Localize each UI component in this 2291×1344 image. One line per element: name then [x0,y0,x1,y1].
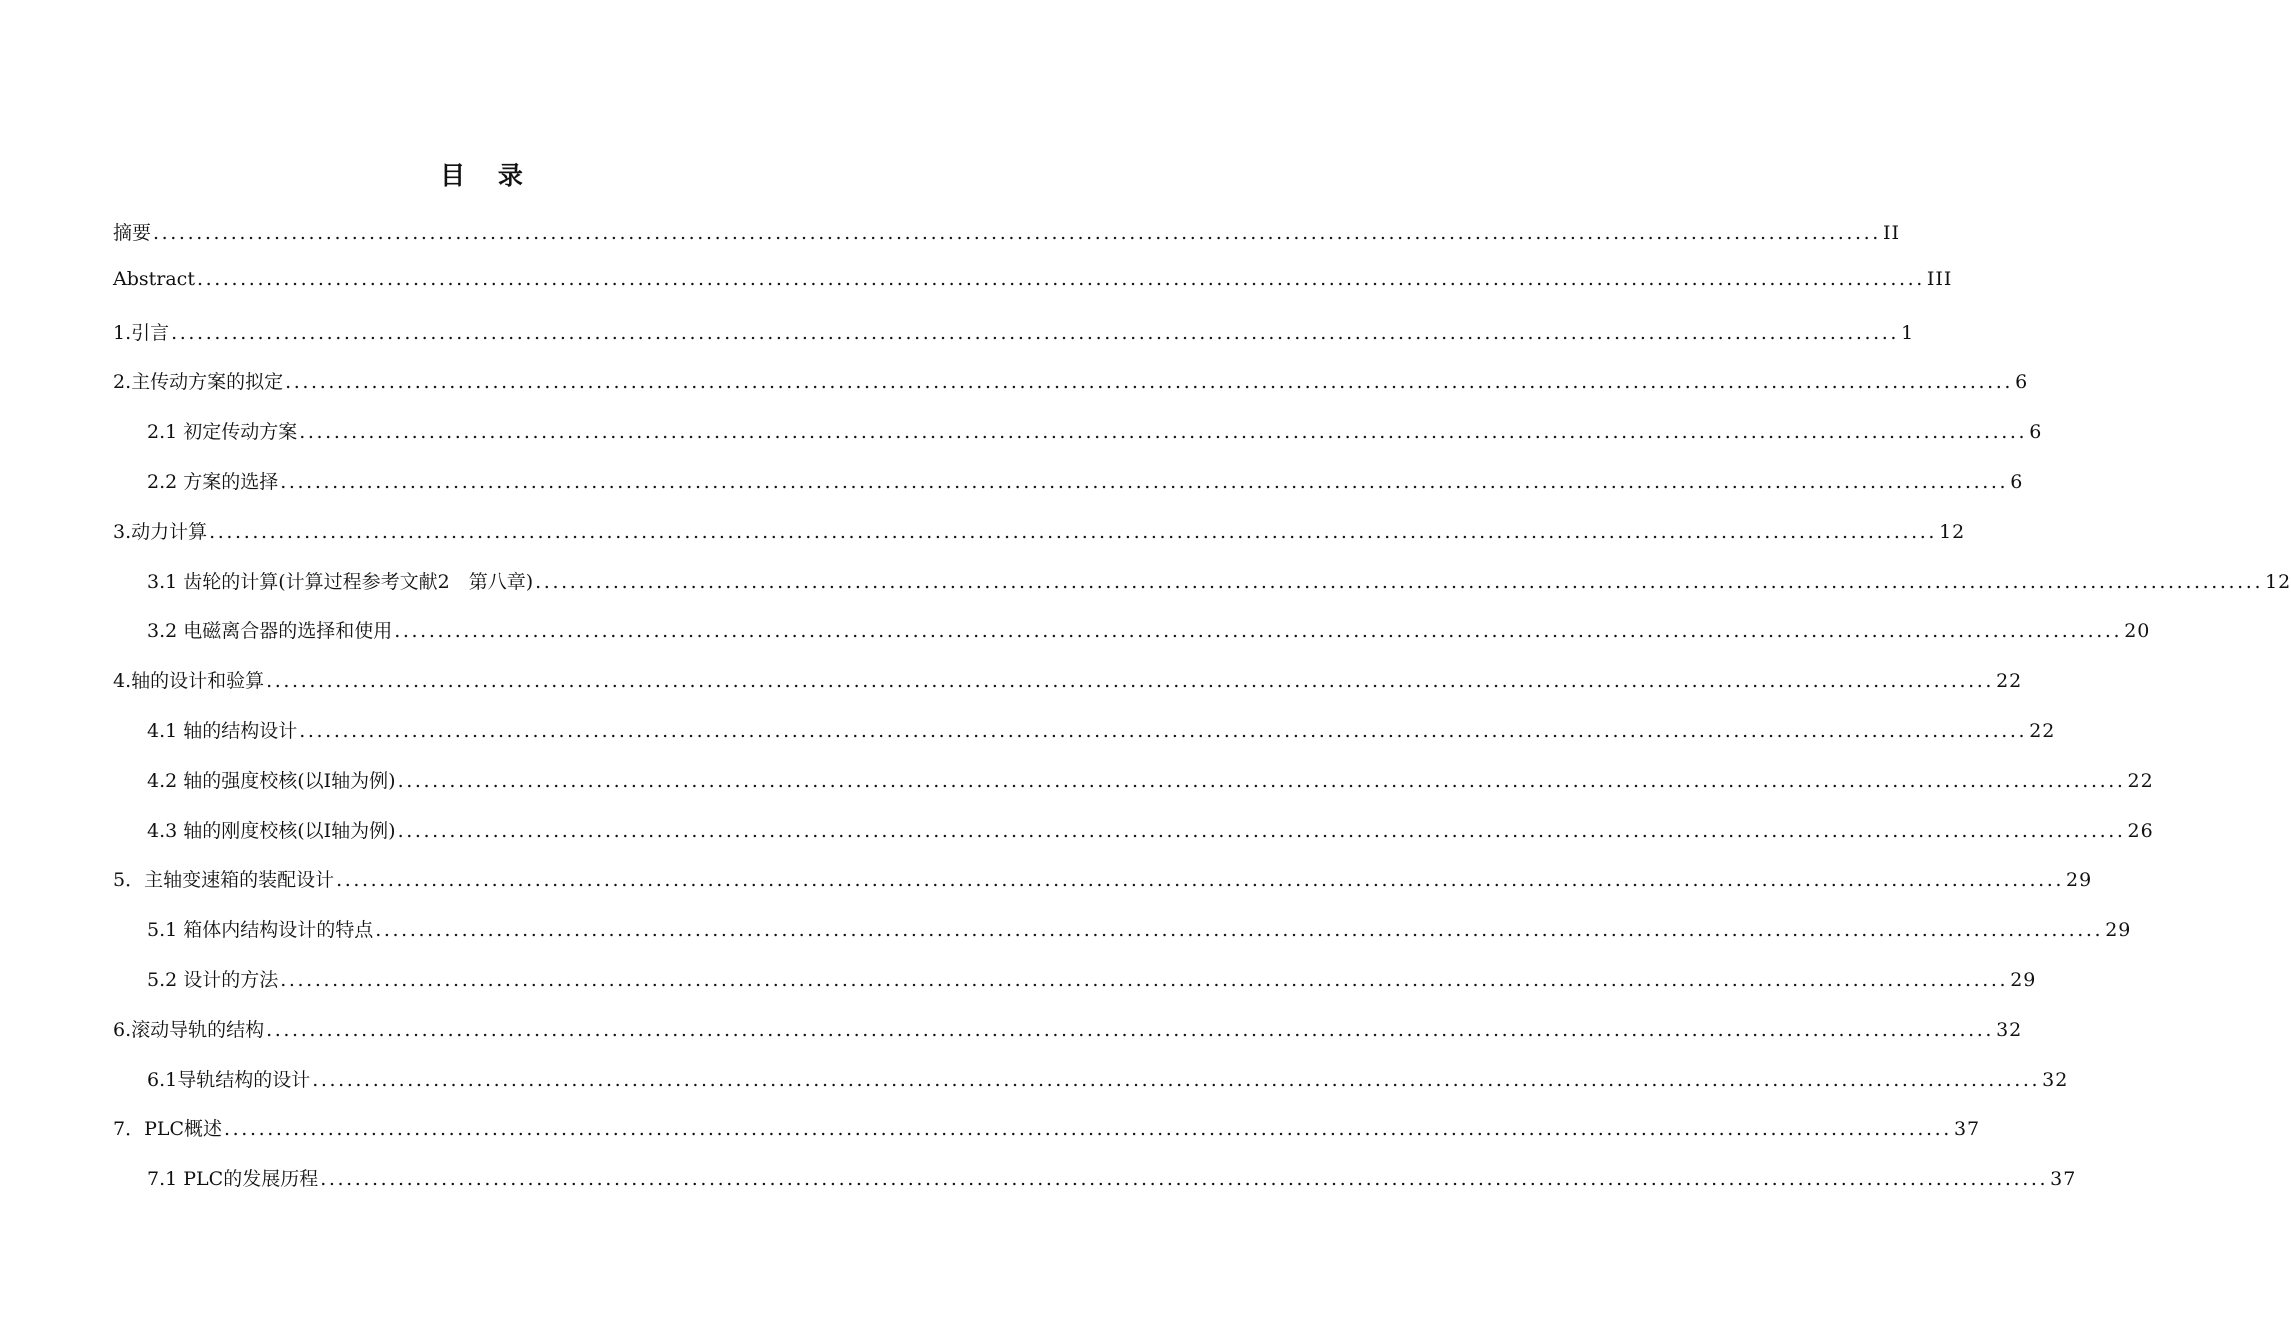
dot-leader: ........................................................................................................................................................................................................ [312,1068,2041,1091]
toc-entry-page-number: 6 [2029,421,2043,444]
toc-entry-page-number: 22 [2029,719,2056,742]
toc-entry-label: 5.2 设计的方法 [147,968,279,991]
toc-entry-label: 5.1 箱体内结构设计的特点 [147,919,374,942]
toc-entry[interactable] [113,666,2023,716]
dot-leader: ........................................................................................................................................................................................................ [285,371,2014,394]
toc-entry[interactable] [113,716,2056,766]
dot-leader: ........................................................................................................................................................................................................ [196,267,1925,290]
toc-entry-page-number: 6 [2010,470,2024,493]
toc-entry-label: 3.2 电磁离合器的选择和使用 [147,620,393,643]
dot-leader: ........................................................................................................................................................................................................ [280,470,2009,493]
toc-entry-page-number: 20 [2124,620,2151,643]
toc-entry-page-number: 26 [2127,819,2154,842]
toc-entry-label: 6.1导轨结构的设计 [147,1068,311,1091]
toc-entry[interactable] [113,915,2132,965]
toc-entry-label: 摘要 [113,222,152,244]
toc-entry-label: 6.滚动导轨的结构 [113,1018,265,1041]
dot-leader: ........................................................................................................................................................................................................ [299,719,2028,742]
toc-entry-page-number: 6 [2015,371,2029,394]
dot-leader: ........................................................................................................................................................................................................ [209,520,1938,543]
toc-entry[interactable] [113,816,2154,866]
toc-entry-label: 2.1 初定传动方案 [147,421,298,444]
toc-entry-page-number: II [1882,222,1900,244]
toc-entry-label: 2.主传动方案的拟定 [113,371,284,394]
toc-entry-page-number: 32 [1996,1018,2023,1041]
toc-entry-page-number: 29 [2010,968,2037,991]
toc-entry[interactable] [113,417,2043,467]
toc-entry-page-number: III [1926,267,1953,290]
toc-entry[interactable] [113,1065,2069,1115]
dot-leader: ........................................................................................................................................................................................................ [336,869,2065,892]
toc-entry-label: 5．主轴变速箱的装配设计 [113,869,335,892]
toc-entry-label: 7.1 PLC的发展历程 [147,1168,319,1191]
dot-leader: ........................................................................................................................................................................................................ [266,1018,1995,1041]
dot-leader: ........................................................................................................................................................................................................ [280,968,2009,991]
toc-entry[interactable] [113,367,2029,417]
toc-entry-page-number: 1 [1901,321,1915,344]
toc-entry-label: 4.1 轴的结构设计 [147,719,298,742]
toc-entry[interactable] [113,1015,2023,1065]
dot-leader: ........................................................................................................................................................................................................ [320,1168,2049,1191]
toc-entry-label: 4.3 轴的刚度校核(以Ⅰ轴为例) [147,819,396,842]
toc-entry[interactable] [113,218,1900,268]
dot-leader: ........................................................................................................................................................................................................ [266,670,1995,693]
toc-entry-label: 1.引言 [113,321,170,344]
toc-entry-page-number: 37 [1953,1118,1981,1141]
toc-entry[interactable] [113,965,2037,1015]
toc-entry-page-number: 37 [2050,1168,2077,1191]
toc-entry[interactable] [113,567,2291,617]
dot-leader: ........................................................................................................................................................................................................ [224,1118,1952,1141]
toc-entry-page-number: 29 [2105,919,2132,942]
toc-entry-page-number: 29 [2066,869,2093,892]
dot-leader: ........................................................................................................................................................................................................ [397,769,2126,792]
toc-entry-page-number: 12 [2265,570,2291,593]
toc-entry-page-number: 12 [1939,520,1966,543]
toc-entry-page-number: 22 [2127,769,2154,792]
table-of-contents [113,218,2291,1214]
toc-entry[interactable] [113,766,2154,816]
dot-leader: ........................................................................................................................................................................................................ [299,421,2028,444]
toc-entry-label: 4.2 轴的强度校核(以Ⅰ轴为例) [147,769,396,792]
toc-entry[interactable] [113,865,2093,915]
toc-entry[interactable] [113,517,1966,567]
toc-entry[interactable] [113,267,1953,318]
toc-entry-label: 3.1 齿轮的计算(计算过程参考文献2 第八章) [147,570,534,593]
toc-entry-label: Abstract [113,267,195,290]
toc-entry-label: 2.2 方案的选择 [147,470,279,493]
toc-title: 目 录 [440,161,535,190]
toc-entry-label: 7．PLC概述 [113,1118,223,1141]
toc-entry-page-number: 22 [1996,670,2023,693]
toc-entry-label: 4.轴的设计和验算 [113,670,265,693]
dot-leader: ........................................................................................................................................................................................................ [397,819,2126,842]
toc-entry-label: 3.动力计算 [113,520,208,543]
toc-entry[interactable] [113,467,2024,517]
dot-leader: ........................................................................................................................................................................................................ [153,222,1881,244]
toc-entry[interactable] [113,1114,1981,1164]
dot-leader: ........................................................................................................................................................................................................ [394,620,2123,643]
toc-entry-page-number: 32 [2042,1068,2069,1091]
dot-leader: ........................................................................................................................................................................................................ [171,321,1900,344]
toc-entry[interactable] [113,1164,2077,1214]
toc-entry[interactable] [113,318,1915,368]
toc-entry[interactable] [113,616,2151,666]
dot-leader: ........................................................................................................................................................................................................ [375,919,2104,942]
dot-leader: ........................................................................................................................................................................................................ [535,570,2264,593]
